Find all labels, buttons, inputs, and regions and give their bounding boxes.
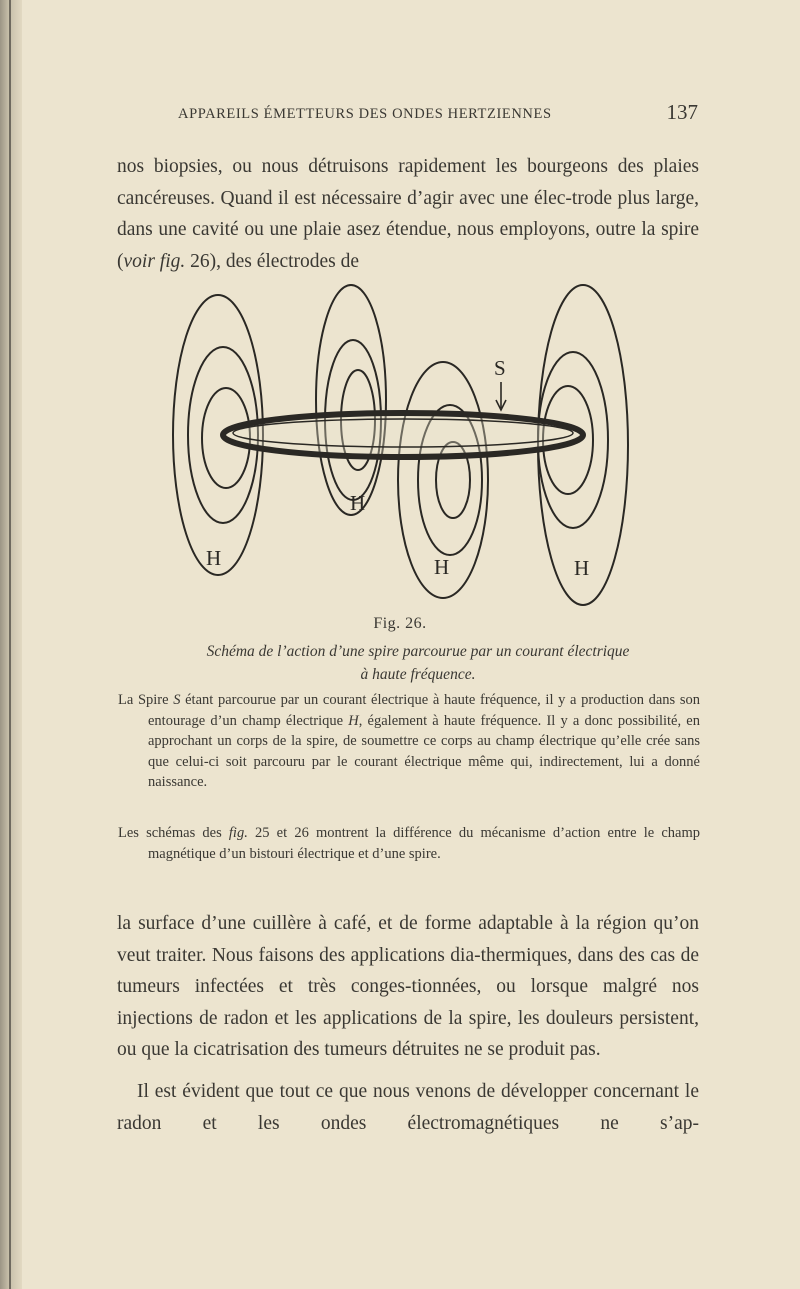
paragraph-bottom: Il est évident que tout ce que nous venons de développer concernant le radon et les ondes électromagnétiques ne s’ap- — [117, 1081, 699, 1134]
figure-note-2 — [118, 823, 700, 864]
label-spire-s: S — [494, 356, 506, 380]
figure-caption-line-1: Schéma de l’action d’une spire parcourue par un courant électrique — [206, 643, 630, 660]
spire-coil — [223, 413, 583, 457]
figure-26-diagram — [158, 280, 648, 610]
figure-caption-line-2: à haute fréquence. — [360, 666, 476, 683]
paragraph-top — [117, 151, 699, 277]
figure-note-1 — [118, 690, 700, 793]
binding-line — [9, 0, 11, 1289]
note-1-text-a: La Spire — [118, 692, 174, 708]
book-binding-edge — [0, 0, 22, 1289]
note-2-text-a: Les schémas des — [118, 825, 229, 841]
label-h-left: H — [206, 546, 222, 570]
label-h-right: H — [574, 556, 590, 580]
running-title: APPAREILS ÉMETTEURS DES ONDES HERTZIENNES — [178, 106, 552, 122]
paragraph-middle: la surface d’une cuillère à café, et de forme adaptable à la région qu’on veut traiter. Nous faisons des applications dia-thermiques, dans des cas de tumeurs infectées et très conges-tionnées, ou lorsque malgré nos injections de radon et les applications de la spire, les douleurs persistent, ou que la cicatrisation des tumeurs détruites ne se produit pas. — [117, 913, 699, 1061]
label-h-centre-top: H — [350, 491, 366, 515]
note-1-symbol-s: S — [173, 692, 181, 708]
paragraph-top-text-1: nos biopsies, ou nous détruisons rapidement les bourgeons des plaies cancéreuses. Quand il est nécessaire d’agir avec une élec-trode plus large, dans une cavité ou une plaie asez étendue, nous employons, outre la spire ( — [117, 156, 699, 272]
label-h-centre-bottom: H — [434, 555, 450, 579]
figure-number: Fig. 26. — [373, 615, 427, 632]
centre-left-field-lines — [316, 285, 386, 515]
note-2-text-b: 25 et 26 montrent la différence du mécanisme d’action entre le champ magnétique d’un bistouri électrique et d’une spire. — [148, 825, 700, 862]
figure-reference: voir fig. — [123, 250, 186, 272]
note-1-text-c: , également à haute fréquence. Il y a donc possibilité, en approchant un corps de la spire, de soumettre ce corps au champ électrique qu’elle crée sans que celui-ci soit parcouru par le courant électrique même qui, indirectement, lui a donné naissance. — [148, 712, 700, 791]
page-number: 137 — [666, 100, 698, 124]
note-1-text-b: étant parcourue par un courant électrique à haute fréquence, il y a production dans son entourage d’un champ électrique — [148, 692, 700, 729]
paragraph-top-text-2: 26), des électrodes de — [185, 250, 360, 272]
page-header — [178, 100, 698, 130]
figure-caption — [118, 640, 718, 686]
note-2-fig-ref: fig. — [228, 825, 248, 841]
note-1-symbol-h: H — [348, 712, 359, 729]
